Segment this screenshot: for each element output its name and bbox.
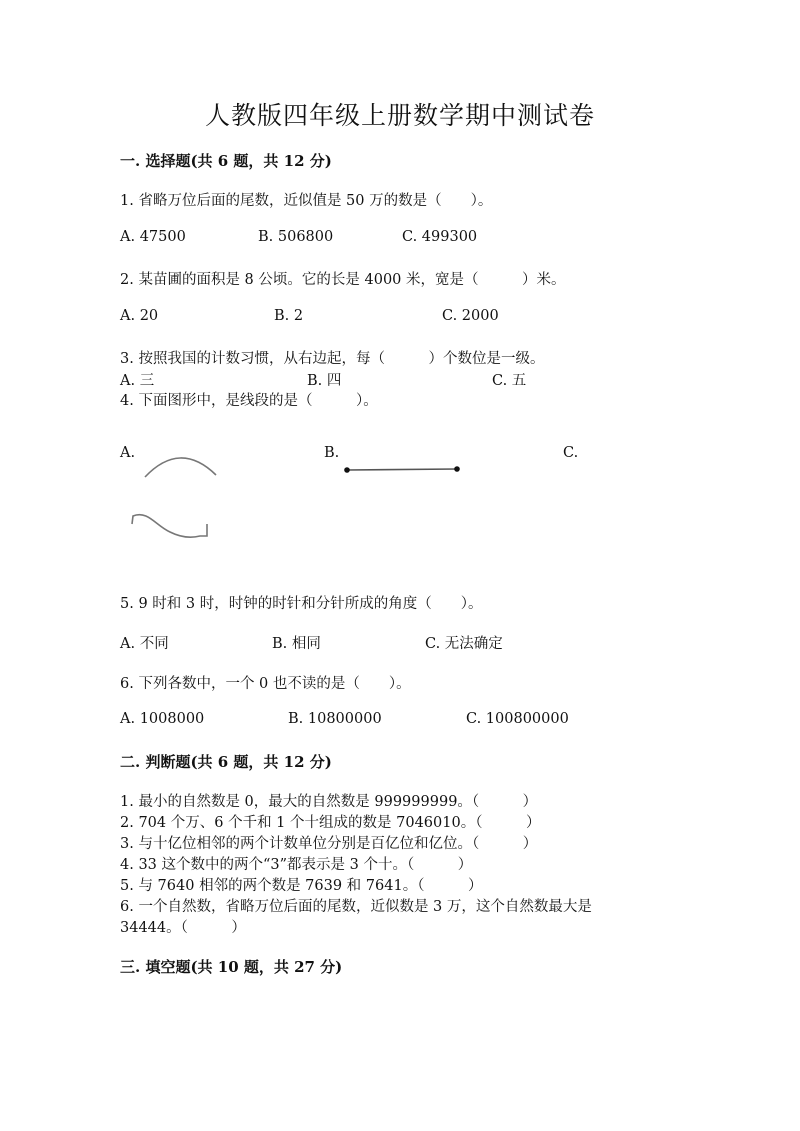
section-heading-fill: 三. 填空题(共 10 题，共 27 分)	[120, 958, 343, 976]
question-3-option-b: B. 四	[307, 373, 342, 389]
question-1-option-b: B. 506800	[258, 229, 334, 245]
figure-curve-arc	[140, 450, 222, 482]
judge-item-5: 5. 与 7640 相邻的两个数是 7639 和 7641。（ ）	[120, 878, 483, 894]
section-heading-choice: 一. 选择题(共 6 题，共 12 分)	[120, 152, 332, 170]
question-4-option-b: B.	[324, 445, 340, 461]
judge-item-6-continued: 34444。（ ）	[120, 920, 246, 936]
question-6-option-a: A. 1008000	[120, 711, 205, 727]
question-6: 6. 下列各数中，一个 0 也不读的是（ ）。	[120, 676, 411, 692]
question-4-option-c: C.	[563, 445, 579, 461]
question-3-option-c: C. 五	[492, 373, 527, 389]
question-1-option-a: A. 47500	[120, 229, 186, 245]
question-6-option-c: C. 100800000	[466, 711, 569, 727]
question-3: 3. 按照我国的计数习惯，从右边起，每（ ）个数位是一级。	[120, 351, 545, 367]
question-1: 1. 省略万位后面的尾数，近似值是 50 万的数是（ ）。	[120, 193, 493, 209]
figure-curve-wave	[126, 508, 216, 544]
question-4-option-a: A.	[120, 445, 136, 461]
judge-item-3: 3. 与十亿位相邻的两个计数单位分别是百亿位和亿位。（ ）	[120, 836, 538, 852]
question-6-option-b: B. 10800000	[288, 711, 382, 727]
question-5: 5. 9 时和 3 时，时钟的时针和分针所成的角度（ ）。	[120, 596, 483, 612]
judge-item-1: 1. 最小的自然数是 0，最大的自然数是 999999999。（ ）	[120, 794, 538, 810]
judge-item-2: 2. 704 个万、6 个千和 1 个十组成的数是 7046010。（ ）	[120, 815, 541, 831]
judge-item-4: 4. 33 这个数中的两个“3”都表示是 3 个十。（ ）	[120, 857, 473, 873]
question-5-option-a: A. 不同	[120, 636, 169, 652]
question-5-option-c: C. 无法确定	[425, 636, 503, 652]
question-4: 4. 下面图形中，是线段的是（ ）。	[120, 393, 378, 409]
page-title: 人教版四年级上册数学期中测试卷	[204, 101, 595, 130]
question-1-option-c: C. 499300	[402, 229, 478, 245]
question-2-option-c: C. 2000	[442, 308, 499, 324]
question-2-option-a: A. 20	[120, 308, 159, 324]
question-2-option-b: B. 2	[274, 308, 304, 324]
judge-item-6: 6. 一个自然数，省略万位后面的尾数，近似数是 3 万，这个自然数最大是	[120, 899, 592, 915]
question-3-option-a: A. 三	[120, 373, 155, 389]
section-heading-judge: 二. 判断题(共 6 题，共 12 分)	[120, 753, 332, 771]
figure-line-segment	[340, 460, 464, 480]
question-2: 2. 某苗圃的面积是 8 公顷。它的长是 4000 米，宽是（ ）米。	[120, 272, 566, 288]
question-5-option-b: B. 相同	[272, 636, 321, 652]
